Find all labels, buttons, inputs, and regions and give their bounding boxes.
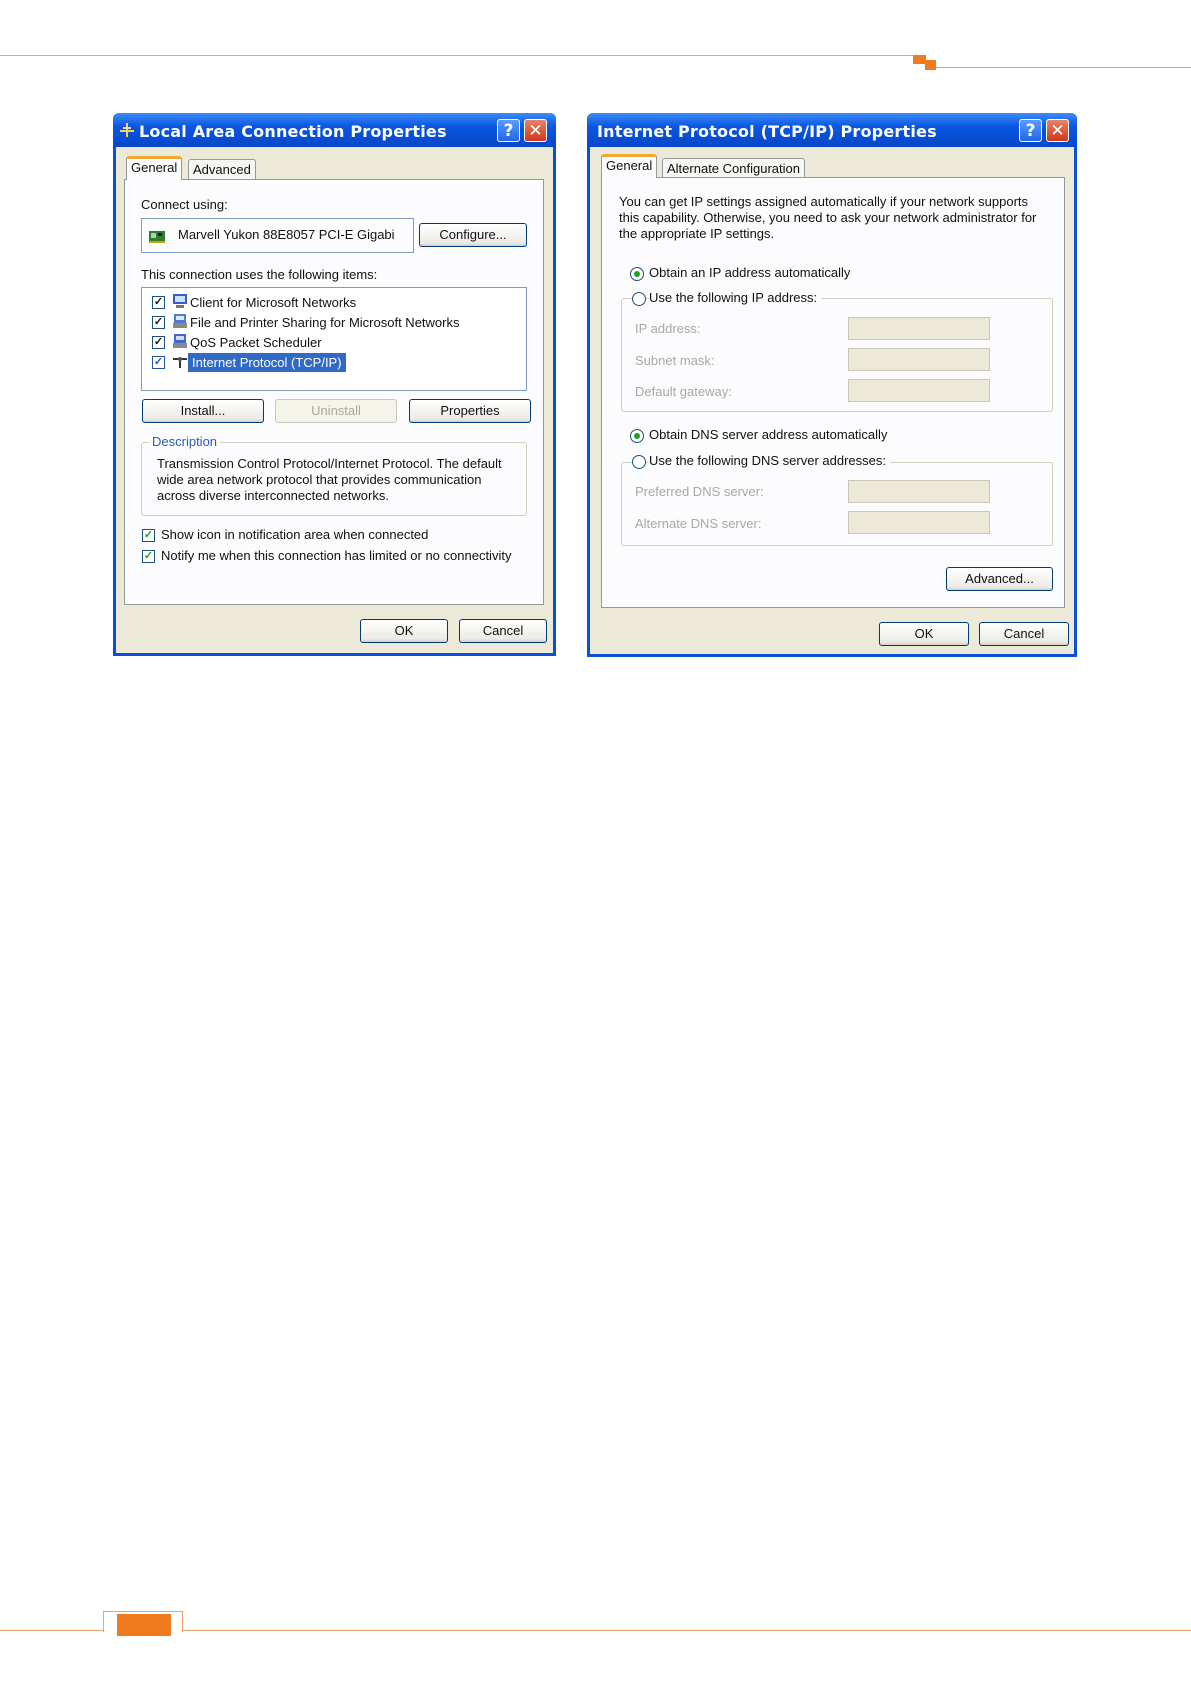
- notify-checkbox[interactable]: ✓: [143, 550, 154, 562]
- lan-properties-dialog: [113, 113, 556, 656]
- cancel-button[interactable]: Cancel: [459, 619, 547, 643]
- footer-page-marker: [117, 1614, 171, 1636]
- description-line-1: Transmission Control Protocol/Internet Protocol. The default: [157, 456, 502, 471]
- lan-title-bar[interactable]: [113, 113, 556, 147]
- list-item-selected[interactable]: [152, 353, 522, 372]
- network-adapter-icon: [149, 229, 165, 244]
- show-icon-label: Show icon in notification area when connected: [161, 527, 429, 542]
- show-icon-checkbox[interactable]: ✓: [143, 529, 154, 541]
- list-item[interactable]: [152, 333, 522, 352]
- obtain-ip-auto-label: Obtain an IP address automatically: [649, 265, 851, 280]
- item-checkbox[interactable]: ✓: [153, 336, 164, 348]
- file-sharing-icon: [172, 314, 188, 329]
- close-button[interactable]: ✕: [1046, 119, 1069, 142]
- list-item-label: Internet Protocol (TCP/IP): [188, 353, 346, 372]
- tcpip-dialog-body: [590, 147, 1074, 654]
- notify-label: Notify me when this connection has limited or no connectivity: [161, 548, 512, 563]
- tcpip-general-panel: [601, 177, 1065, 608]
- ip-address-input[interactable]: [848, 317, 990, 340]
- protocol-icon: [172, 355, 188, 370]
- lan-dialog-body: [116, 147, 553, 653]
- obtain-dns-auto-radio[interactable]: [630, 429, 644, 443]
- help-button[interactable]: ?: [1019, 119, 1042, 142]
- description-line-2: wide area network protocol that provides communication: [157, 472, 482, 487]
- tab-alternate-configuration[interactable]: Alternate Configuration: [662, 158, 805, 178]
- ok-button[interactable]: OK: [360, 619, 448, 643]
- intro-line-2: this capability. Otherwise, you need to ask your network administrator for: [619, 210, 1037, 225]
- obtain-ip-auto-radio[interactable]: [630, 267, 644, 281]
- uninstall-button[interactable]: Uninstall: [275, 399, 397, 423]
- list-item[interactable]: [152, 313, 522, 332]
- tab-advanced[interactable]: Advanced: [188, 159, 256, 179]
- cancel-button[interactable]: Cancel: [979, 622, 1069, 646]
- tcpip-dialog-title: Internet Protocol (TCP/IP) Properties: [597, 122, 937, 141]
- alternate-dns-input[interactable]: [848, 511, 990, 534]
- header-rule-left: [0, 55, 916, 56]
- use-following-dns-radio[interactable]: [632, 455, 646, 469]
- ok-button[interactable]: OK: [879, 622, 969, 646]
- network-connection-icon: [120, 123, 134, 137]
- preferred-dns-input[interactable]: [848, 480, 990, 503]
- list-item-label: File and Printer Sharing for Microsoft Networks: [190, 315, 460, 330]
- use-following-dns-label: Use the following DNS server addresses:: [649, 453, 890, 468]
- adapter-name: Marvell Yukon 88E8057 PCI-E Gigabi: [178, 227, 395, 242]
- advanced-button[interactable]: Advanced...: [946, 567, 1053, 591]
- tab-general[interactable]: General: [601, 154, 657, 178]
- ip-address-label: IP address:: [635, 321, 701, 336]
- description-label: Description: [149, 434, 220, 449]
- tcpip-title-bar[interactable]: [587, 113, 1077, 147]
- preferred-dns-label: Preferred DNS server:: [635, 484, 764, 499]
- help-button[interactable]: ?: [497, 119, 520, 142]
- item-checkbox[interactable]: ✓: [153, 356, 164, 368]
- components-list[interactable]: [141, 287, 527, 391]
- tab-general[interactable]: General: [126, 156, 182, 180]
- network-client-icon: [172, 294, 188, 309]
- use-following-ip-radio[interactable]: [632, 292, 646, 306]
- close-button[interactable]: ✕: [524, 119, 547, 142]
- item-checkbox[interactable]: ✓: [153, 316, 164, 328]
- list-item-label: Client for Microsoft Networks: [190, 295, 357, 310]
- lan-general-panel: [124, 179, 544, 605]
- list-item-label: QoS Packet Scheduler: [190, 335, 322, 350]
- list-item[interactable]: [152, 293, 522, 312]
- items-label: This connection uses the following items:: [141, 267, 378, 282]
- header-rule-right: [936, 67, 1191, 68]
- intro-line-3: the appropriate IP settings.: [619, 226, 775, 241]
- use-following-ip-label: Use the following IP address:: [649, 290, 821, 305]
- connect-using-label: Connect using:: [141, 197, 228, 212]
- qos-icon: [172, 334, 188, 349]
- default-gateway-input[interactable]: [848, 379, 990, 402]
- intro-line-1: You can get IP settings assigned automatically if your network supports: [619, 194, 1029, 209]
- subnet-mask-label: Subnet mask:: [635, 353, 715, 368]
- header-accent-square-2: [925, 60, 936, 70]
- item-checkbox[interactable]: ✓: [153, 296, 164, 308]
- default-gateway-label: Default gateway:: [635, 384, 732, 399]
- adapter-field: [141, 218, 414, 253]
- configure-button[interactable]: Configure...: [419, 223, 527, 247]
- tcpip-properties-dialog: [587, 113, 1077, 657]
- subnet-mask-input[interactable]: [848, 348, 990, 371]
- obtain-dns-auto-label: Obtain DNS server address automatically: [649, 427, 888, 442]
- alternate-dns-label: Alternate DNS server:: [635, 516, 762, 531]
- description-line-3: across diverse interconnected networks.: [157, 488, 389, 503]
- properties-button[interactable]: Properties: [409, 399, 531, 423]
- install-button[interactable]: Install...: [142, 399, 264, 423]
- lan-dialog-title: Local Area Connection Properties: [139, 122, 447, 141]
